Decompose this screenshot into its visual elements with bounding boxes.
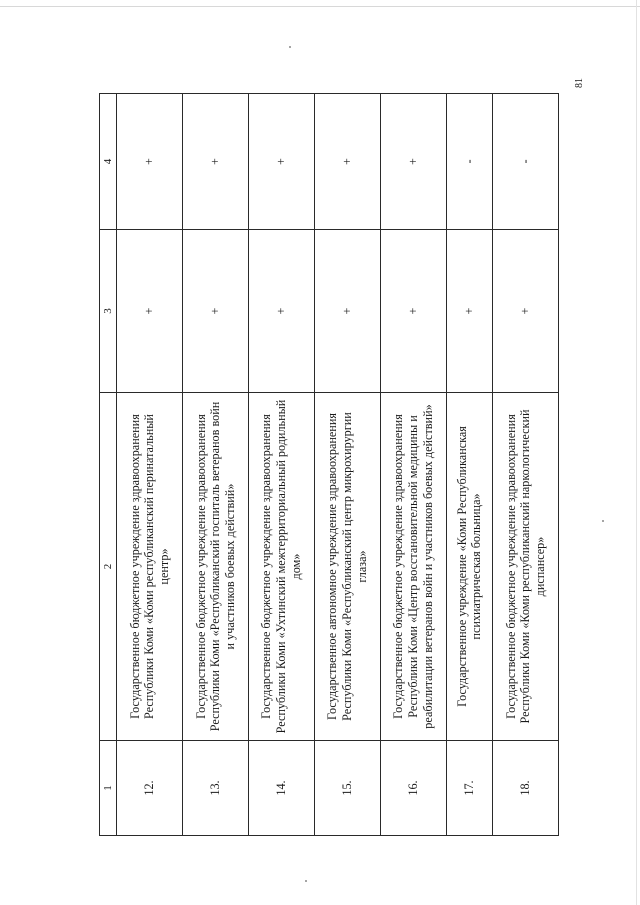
header-col-4: 4 <box>100 94 117 230</box>
header-col-3: 3 <box>100 230 117 393</box>
table-row <box>380 94 446 836</box>
col3-mark: + <box>248 230 314 393</box>
col3-mark: + <box>380 230 446 393</box>
table-row <box>492 94 558 836</box>
institution-name: Государственное автономное учреждение здравоохранения Республики Коми «Республиканский центр микрохирургии глаза» <box>314 393 380 741</box>
page-number: 81 <box>574 78 585 88</box>
scan-edge-top <box>0 6 640 7</box>
col4-mark: + <box>314 94 380 230</box>
header-col-2: 2 <box>100 393 117 741</box>
table-row <box>248 94 314 836</box>
col4-mark: + <box>182 94 248 230</box>
rotated-table-frame <box>99 106 559 836</box>
institution-name: Государственное бюджетное учреждение здравоохранения Республики Коми «Ухтинский межтерриториальный родильный дом» <box>248 393 314 741</box>
institution-name: Государственное бюджетное учреждение здравоохранения Республики Коми «Коми республиканский перинатальный центр» <box>117 393 183 741</box>
row-number: 14. <box>248 741 314 836</box>
col4-mark: + <box>380 94 446 230</box>
col3-mark: + <box>446 230 492 393</box>
row-number: 16. <box>380 741 446 836</box>
col4-mark: - <box>446 94 492 230</box>
scan-speck <box>289 46 291 48</box>
col3-mark: + <box>492 230 558 393</box>
row-number: 18. <box>492 741 558 836</box>
row-number: 12. <box>117 741 183 836</box>
institution-name: Государственное учреждение «Коми Республиканская психиатрическая больница» <box>446 393 492 741</box>
header-col-1: 1 <box>100 741 117 836</box>
scan-speck <box>305 880 307 882</box>
col3-mark: + <box>314 230 380 393</box>
table-row <box>117 94 183 836</box>
institution-name: Государственное бюджетное учреждение здравоохранения Республики Коми «Республиканский госпиталь ветеранов войн и участников боевых действий» <box>182 393 248 741</box>
col4-mark: + <box>117 94 183 230</box>
row-number: 15. <box>314 741 380 836</box>
table-row <box>446 94 492 836</box>
row-number: 13. <box>182 741 248 836</box>
col4-mark: - <box>492 94 558 230</box>
table-row <box>314 94 380 836</box>
table-row <box>182 94 248 836</box>
institutions-table <box>99 93 559 836</box>
institution-name: Государственное бюджетное учреждение здравоохранения Республики Коми «Коми республиканский наркологический диспансер» <box>492 393 558 741</box>
scan-edge-right <box>636 0 637 905</box>
row-number: 17. <box>446 741 492 836</box>
col4-mark: + <box>248 94 314 230</box>
col3-mark: + <box>182 230 248 393</box>
col3-mark: + <box>117 230 183 393</box>
institution-name: Государственное бюджетное учреждение здравоохранения Республики Коми «Центр восстановительной медицины и реабилитации ветеранов войн и участников боевых действий» <box>380 393 446 741</box>
table-header-row <box>100 94 117 836</box>
scan-speck <box>602 520 604 522</box>
